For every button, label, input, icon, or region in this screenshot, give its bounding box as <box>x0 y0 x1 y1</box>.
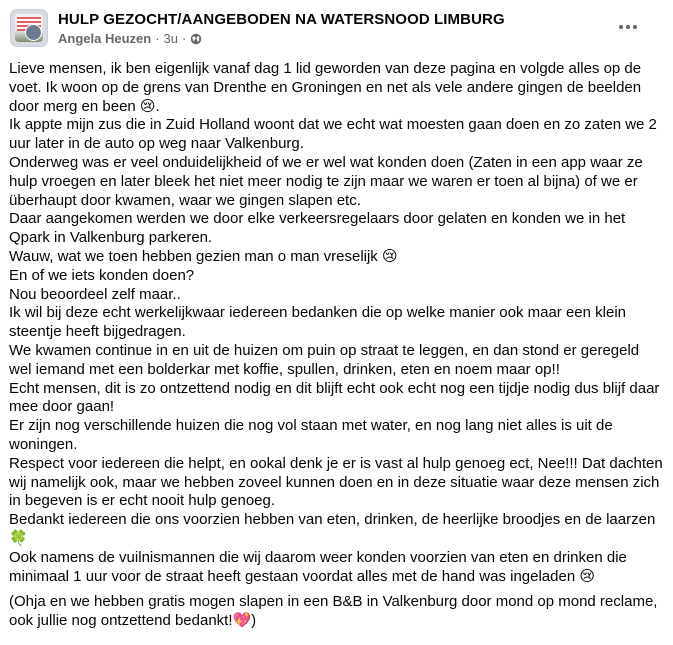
post-header <box>0 0 673 50</box>
group-title[interactable]: HULP GEZOCHT/AANGEBODEN NA WATERSNOOD LIMBURG <box>58 11 505 28</box>
meta-separator: · <box>155 31 160 46</box>
group-avatar-image <box>15 14 43 42</box>
post-closing-text: (Ohja en we hebben gratis mogen slapen in een B&B in Valkenburg door mond op mond reclame, ook jullie nog ontzettend bedankt!💖) <box>9 593 658 630</box>
post-body <box>9 60 664 631</box>
more-options-dot <box>626 25 630 29</box>
more-options-dot <box>633 25 637 29</box>
post-text: Lieve mensen, ik ben eigenlijk vanaf dag 1 lid geworden van deze pagina en volgde alles op de voet. Ik woon op de grens van Drenthe en Groningen en net als vele andere gingen de beelden door merg en been 😢. Ik appte mijn zus die in Zuid Holland woont dat we echt wat moesten gaan doen en zo zaten we 2 uur later in de auto op weg naar Valkenburg. Onderweg was er veel onduidelijkheid of we er wel wat konden doen (Zaten in een app waar ze hulp vroegen en later bleek het niet meer nodig te zijn maar we waren er toen al bijna) of we er überhaupt door kwamen, waar we gingen slapen etc. Daar aangekomen werden we door elke verkeersregelaars door gelaten en konden we in het Qpark in Valkenburg parkeren. Wauw, wat we toen hebben gezien man o man vreselijk 😢 En of we iets konden doen? Nou beoordeel zelf maar.. Ik wil bij deze echt werkelijkwaar iedereen bedanken die op welke manier ook maar een klein steentje heeft bijgedragen. We kwamen continue in en uit de huizen om puin op straat te leggen, en dan stond er geregeld wel iemand met een bolderkar met koffie, spullen, drinken, eten en noem maar op!! Echt mensen, dit is zo ontzettend nodig en dit blijft echt ook echt nog een tijdje nodig dus blijf daar mee door gaan! Er zijn nog verschillende huizen die nog vol staan met water, en nog lang niet alles is uit de woningen. Respect voor iedereen die helpt, en ookal denk je er is vast al hulp genoeg ect, Nee!!! Dat dachten wij namelijk ook, maar we hebben zoveel kunnen doen en in deze situatie waar deze mensen zich in begeven is er echt nooit hulp genoeg. Bedankt iedereen die ons voorzien hebben van eten, drinken, de heerlijke broodjes en de laarzen🍀 Ook namens de vuilnismannen die wij daarom weer konden voorzien van eten en drinken die minimaal 1 uur voor de straat heeft gestaan voordat alles met de hand was ingeladen 😢 <box>9 60 663 585</box>
more-options-button[interactable] <box>613 17 643 37</box>
post-meta <box>58 31 202 46</box>
author-name[interactable]: Angela Heuzen <box>58 31 152 46</box>
more-options-icon <box>619 25 623 29</box>
group-avatar[interactable] <box>10 9 48 47</box>
post-time[interactable]: 3u <box>163 31 178 46</box>
meta-separator-2: · <box>182 31 187 46</box>
author-avatar[interactable] <box>25 24 42 41</box>
globe-icon[interactable] <box>190 33 202 45</box>
